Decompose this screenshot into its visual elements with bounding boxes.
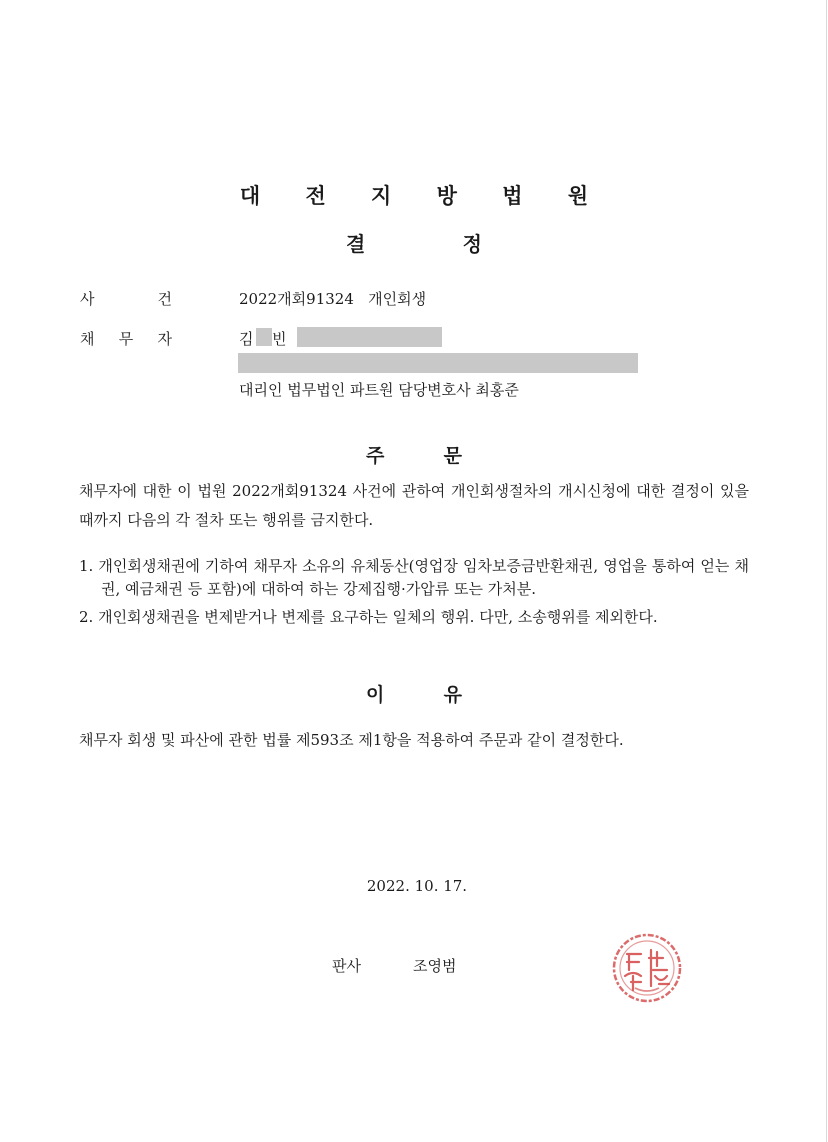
order-heading: 주 문 [366, 445, 462, 467]
order-item: 1. 개인회생채권에 기하여 채무자 소유의 유체동산(영업장 임차보증금반환채권, 영업을 통하여 얻는 채권, 예금채권 등 포함)에 대하여 하는 강제집행·가압류 또는 가처분. [79, 557, 749, 598]
redaction-box [297, 327, 442, 347]
debtor-agent: 대리인 법무법인 파트원 담당변호사 최홍준 [239, 381, 519, 399]
document-type-char: 정 [462, 232, 482, 256]
redaction-box [256, 328, 272, 346]
decision-date: 2022. 10. 17. [366, 877, 468, 895]
order-intro: 채무자에 대한 이 법원 2022개회91324 사건에 관하여 개인회생절차의 개시신청에 대한 결정이 있을 때까지 다음의 각 절차 또는 행위를 금지한다. [79, 482, 749, 529]
judge-name: 조영범 [413, 957, 457, 975]
document-type-char: 결 [346, 232, 366, 256]
reason-heading: 이 유 [366, 684, 462, 706]
judge-title: 판사 [332, 957, 361, 975]
debtor-name-last: 빈 [272, 330, 287, 348]
case-number: 2022개회91324 개인회생 [239, 290, 427, 308]
court-name: 대 전 지 방 법 원 [239, 184, 608, 208]
debtor-label: 채 무 자 [80, 330, 172, 348]
order-item: 2. 개인회생채권을 변제받거나 변제를 요구하는 일체의 행위. 다만, 소송행위를 제외한다. [79, 608, 658, 626]
document-type-title [0, 228, 828, 257]
reason-text: 채무자 회생 및 파산에 관한 법률 제593조 제1항을 적용하여 주문과 같이 결정한다. [79, 731, 624, 749]
debtor-name-first: 김 [239, 330, 254, 348]
redaction-box [238, 353, 638, 373]
page-edge-line [826, 0, 827, 1142]
case-label: 사 건 [80, 290, 172, 308]
judge-seal-icon [611, 932, 683, 1004]
